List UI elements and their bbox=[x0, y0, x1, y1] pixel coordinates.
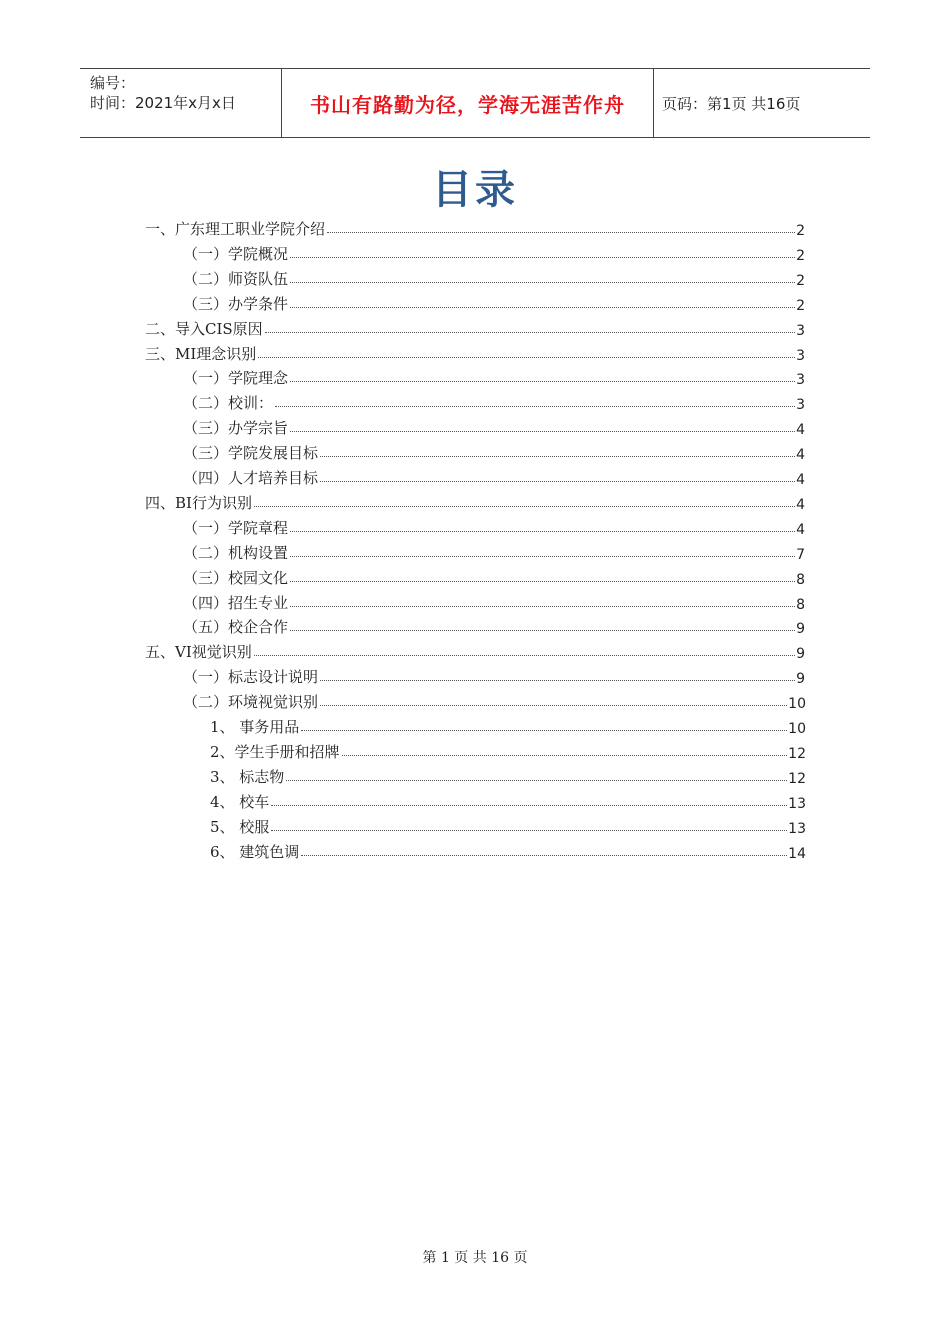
toc-entry[interactable] bbox=[145, 340, 805, 364]
toc-leader-dots bbox=[254, 654, 795, 656]
toc-leader-dots bbox=[265, 331, 795, 333]
toc-leader-dots bbox=[275, 405, 795, 407]
toc-entry[interactable] bbox=[183, 564, 805, 588]
toc-entry[interactable] bbox=[210, 763, 806, 787]
toc-title: 目录 bbox=[432, 167, 518, 213]
toc-entry[interactable] bbox=[210, 838, 806, 862]
toc-entry[interactable] bbox=[183, 663, 805, 687]
toc-leader-dots bbox=[258, 356, 795, 358]
toc-entry-label: 一、广东理工职业学院介绍 bbox=[145, 220, 326, 238]
toc-entry-page: 10 bbox=[788, 696, 806, 713]
toc-entry[interactable] bbox=[183, 265, 805, 289]
toc-entry[interactable] bbox=[183, 389, 805, 413]
toc-leader-dots bbox=[290, 629, 795, 631]
toc-leader-dots bbox=[290, 380, 795, 382]
toc-entry-label: 2、学生手册和招牌 bbox=[210, 742, 340, 761]
toc-entry-label: （一）标志设计说明 bbox=[183, 668, 319, 687]
toc-leader-dots bbox=[320, 704, 787, 706]
toc-entry-label: （一）学院章程 bbox=[183, 518, 289, 537]
toc-leader-dots bbox=[320, 455, 795, 457]
toc-leader-dots bbox=[290, 430, 795, 432]
document-number-label: 编号： bbox=[90, 74, 136, 92]
toc-entry-page: 9 bbox=[796, 671, 805, 688]
toc-entry[interactable] bbox=[210, 788, 806, 812]
toc-entry-page: 7 bbox=[796, 546, 805, 563]
toc-entry-page: 2 bbox=[796, 272, 805, 289]
toc-entry-page: 4 bbox=[796, 472, 805, 488]
toc-entry-page: 2 bbox=[796, 297, 805, 314]
toc-entry[interactable] bbox=[145, 638, 805, 662]
toc-entry-page: 3 bbox=[796, 372, 805, 389]
page-footer: 第 1 页 共 16 页 bbox=[422, 1250, 528, 1266]
toc-entry-page: 8 bbox=[796, 571, 805, 588]
toc-entry-label: （四）人才培养目标 bbox=[183, 469, 319, 487]
toc-entry-label: （一）学院概况 bbox=[183, 244, 289, 263]
toc-entry[interactable] bbox=[145, 315, 805, 339]
toc-entry-label: （三）办学条件 bbox=[183, 294, 289, 313]
toc-leader-dots bbox=[271, 804, 787, 806]
toc-entry-page: 3 bbox=[796, 347, 805, 364]
toc-entry[interactable] bbox=[210, 713, 806, 737]
toc-leader-dots bbox=[290, 256, 795, 258]
toc-entry-page: 9 bbox=[796, 646, 805, 663]
toc-entry-page: 14 bbox=[788, 845, 806, 862]
toc-entry-label: 6、 建筑色调 bbox=[210, 842, 300, 861]
header-motto: 书山有路勤为径，学海无涯苦作舟 bbox=[281, 69, 654, 137]
toc-entry-page: 10 bbox=[788, 721, 806, 737]
toc-entry[interactable] bbox=[183, 364, 805, 388]
toc-entry-page: 4 bbox=[796, 496, 805, 513]
toc-entry[interactable] bbox=[210, 813, 806, 837]
toc-entry-label: （二）机构设置 bbox=[183, 543, 289, 562]
toc-entry[interactable] bbox=[183, 613, 805, 637]
toc-leader-dots bbox=[286, 779, 787, 781]
toc-entry[interactable] bbox=[210, 738, 806, 762]
toc-entry-label: 5、 校服 bbox=[210, 817, 270, 836]
toc-entry-page: 2 bbox=[796, 223, 805, 239]
toc-entry-page: 9 bbox=[796, 621, 805, 638]
page-header bbox=[80, 68, 870, 138]
toc-entry-page: 4 bbox=[796, 422, 805, 439]
toc-entry[interactable] bbox=[183, 439, 805, 463]
toc-entry[interactable] bbox=[183, 464, 805, 488]
toc-entry-page: 3 bbox=[796, 397, 805, 414]
toc-leader-dots bbox=[290, 281, 795, 283]
header-page-info: 页码：第1页 共16页 bbox=[662, 94, 801, 113]
toc-entry-label: 四、BI行为识别 bbox=[145, 493, 252, 512]
toc-leader-dots bbox=[290, 580, 795, 582]
toc-entry-page: 4 bbox=[796, 447, 805, 464]
toc-entry-page: 13 bbox=[788, 795, 806, 812]
document-time-label: 时间：2021年x月x日 bbox=[90, 94, 236, 112]
toc-entry[interactable] bbox=[183, 514, 805, 538]
toc-leader-dots bbox=[290, 306, 795, 308]
toc-leader-dots bbox=[327, 231, 795, 233]
toc-entry-label: （三）校园文化 bbox=[183, 568, 289, 587]
toc-entry-page: 12 bbox=[788, 745, 806, 762]
toc-entry[interactable] bbox=[183, 688, 806, 712]
toc-entry[interactable] bbox=[183, 539, 805, 563]
toc-leader-dots bbox=[290, 530, 795, 532]
toc-entry[interactable] bbox=[183, 240, 805, 264]
toc-entry-page: 8 bbox=[796, 596, 805, 613]
toc-entry-label: （二）校训： bbox=[183, 394, 274, 413]
toc-entry-label: （三）学院发展目标 bbox=[183, 444, 319, 463]
toc-entry-label: （二）师资队伍 bbox=[183, 269, 289, 288]
toc-entry-label: 4、 校车 bbox=[210, 792, 270, 811]
toc-entry[interactable] bbox=[183, 589, 805, 613]
toc-entry[interactable] bbox=[145, 215, 805, 239]
toc-leader-dots bbox=[290, 555, 795, 557]
toc-entry-page: 12 bbox=[788, 770, 806, 787]
toc-entry-label: （四）招生专业 bbox=[183, 593, 289, 612]
toc-leader-dots bbox=[301, 729, 787, 731]
toc-entry-label: 五、VI视觉识别 bbox=[145, 643, 252, 662]
toc-entry-label: 1、 事务用品 bbox=[210, 718, 300, 736]
toc-entry-label: （三）办学宗旨 bbox=[183, 419, 289, 438]
toc-entry-page: 4 bbox=[796, 521, 805, 538]
toc-entry-page: 2 bbox=[796, 247, 805, 264]
toc-entry-page: 3 bbox=[796, 322, 805, 339]
toc-entry-label: 3、 标志物 bbox=[210, 767, 285, 786]
toc-entry-label: 三、MI理念识别 bbox=[145, 344, 257, 363]
toc-leader-dots bbox=[320, 480, 795, 482]
toc-leader-dots bbox=[271, 829, 787, 831]
toc-entry-page: 13 bbox=[788, 820, 806, 837]
header-left-cell bbox=[80, 69, 281, 137]
toc-entry[interactable] bbox=[183, 414, 805, 438]
toc-leader-dots bbox=[301, 854, 787, 856]
toc-entry[interactable] bbox=[183, 290, 805, 314]
toc-entry-label: （五）校企合作 bbox=[183, 618, 289, 637]
toc-entry-label: （一）学院理念 bbox=[183, 369, 289, 388]
toc-entry[interactable] bbox=[145, 489, 805, 513]
toc-leader-dots bbox=[342, 754, 788, 756]
toc-leader-dots bbox=[320, 679, 795, 681]
toc-leader-dots bbox=[290, 605, 795, 607]
toc-leader-dots bbox=[254, 505, 795, 507]
toc-entry-label: （二）环境视觉识别 bbox=[183, 693, 319, 712]
toc-entry-label: 二、导入CIS原因 bbox=[145, 319, 263, 338]
